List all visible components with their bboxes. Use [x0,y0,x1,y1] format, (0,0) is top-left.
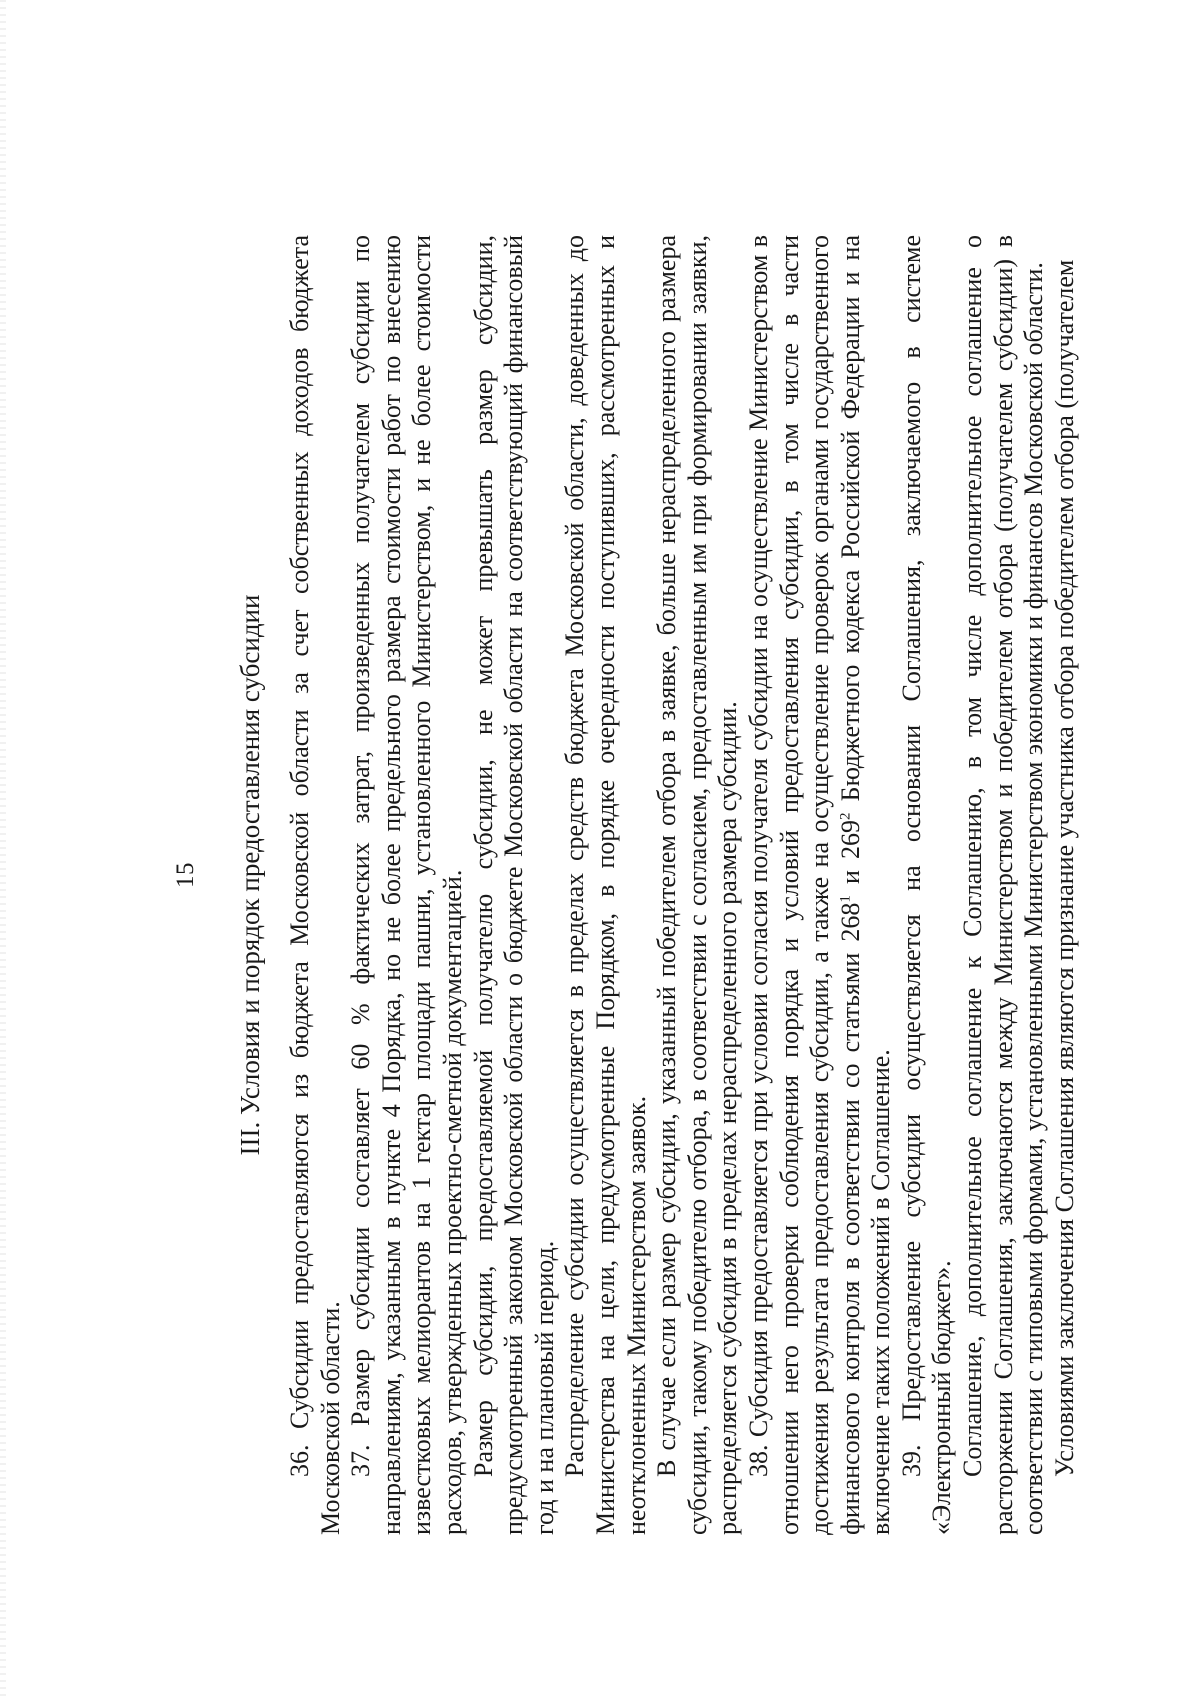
paragraph-subsidy-distribution: Распределение субсидии осуществляется в пределах средств бюджета Московской области, доведенных до Министерства на цели, предусмотренные Порядком, в порядке очередности поступивших, рассмотренных и неотклоненных Министерством заявок. [560,235,651,1535]
paragraph-38-text-part-2: и 269 [835,819,865,896]
scan-edge-noise [0,0,6,1697]
footnote-superscript-1: 1 [837,895,854,903]
paragraph-unallocated-subsidy: В случае если размер субсидии, указанный победителем отбора в заявке, больше нераспределенного размера субсидии, такому победителю отбора, в соответствии с согласием, предоставленным им при формировании заявки, распределяется субсидия в пределах нераспределенного размера субсидии. [652,235,743,1535]
paragraph-38-text-part-1: 38. Субсидия предоставляется при условии согласия получателя субсидии на осуществление Министерством в отношении него проверки соблюдения порядка и условий предоставления субсидии, в том числе в части достижения результата предоставления субсидии, а также на осуществление проверок органами государственного финансового контроля в соответствии со статьями 268 [743,235,865,1535]
paragraph-agreement-conditions: Условиями заключения Соглашения являются признание участника отбора победителем отбора (получателем [1049,259,1079,1477]
footnote-superscript-2: 2 [837,812,854,820]
paragraph-38-text-part-3: Бюджетного кодекса Российской Федерации и на включение таких положений в Соглашение. [835,235,896,1535]
document-body [285,235,1080,1535]
document-page [70,140,1130,1610]
page-number: 15 [172,862,199,888]
paragraph-36: 36. Субсидии предоставляются из бюджета Московской области за счет собственных доходов бюджета Московской области. [285,235,345,1535]
paragraph-agreement-forms: Соглашение, дополнительное соглашение к Соглашению, в том числе дополнительное соглашение о расторжении Соглашения, заключаются между Министерством и победителем отбора (получателем субсидии) в соответствии с типовыми формами, установленными Министерством экономики и финансов Московской области. [958,235,1049,1535]
section-heading: III. Условия и порядок предоставления субсидии [235,594,265,1156]
paragraph-38 [744,235,897,1535]
paragraph-subsidy-size-limit: Размер субсидии, предоставляемой получателю субсидии, не может превышать размер субсидии, предусмотренный законом Московской области о бюджете Московской области на соответствующий финансовый год и на плановый период. [468,235,559,1535]
paragraph-37: 37. Размер субсидии составляет 60 % фактических затрат, произведенных получателем субсидии по направлениям, указанным в пункте 4 Порядка, но не более предельного размера стоимости работ по внесению известковых мелиорантов на 1 гектар площади пашни, установленного Министерством, и не более стоимости расходов, утвержденных проектно-сметной документацией. [346,235,467,1535]
paragraph-39: 39. Предоставление субсидии осуществляется на основании Соглашения, заключаемого в системе «Электронный бюджет». [896,235,957,1535]
